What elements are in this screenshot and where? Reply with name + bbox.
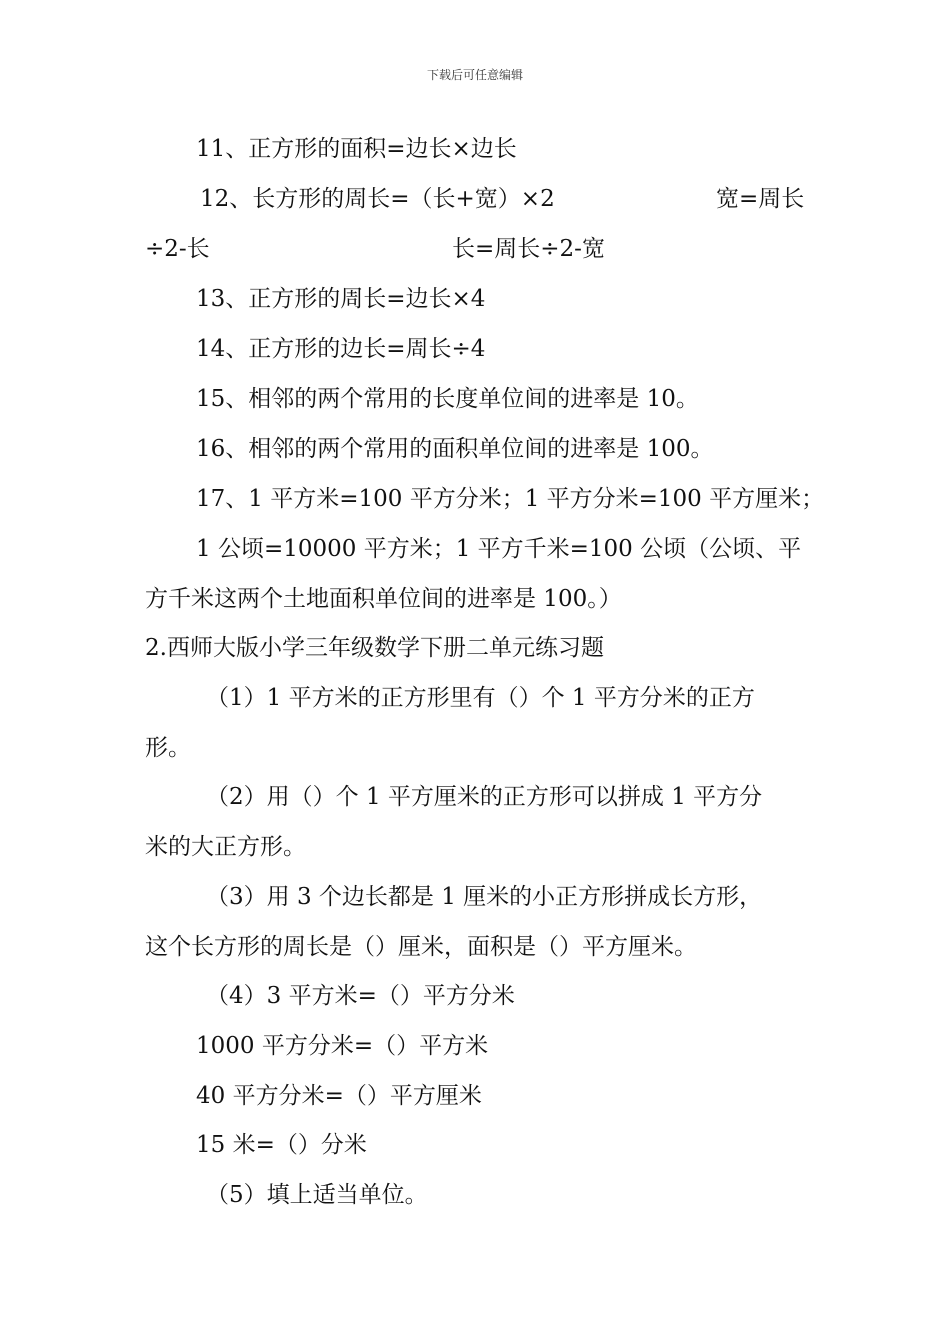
question-4: （4）3 平方米=（）平方分米 [206, 983, 515, 1009]
question-1: （1）1 平方米的正方形里有（）个 1 平方分米的正方 [206, 685, 755, 711]
formula-line-12-width-cont: ÷2-长 [145, 236, 210, 262]
question-5: （5）填上适当单位。 [206, 1182, 428, 1208]
formula-line-12-width: 宽=周长 [716, 186, 805, 212]
question-3: （3）用 3 个边长都是 1 厘米的小正方形拼成长方形， [206, 884, 763, 910]
formula-line-12-length: 长=周长÷2-宽 [452, 236, 605, 262]
formula-line-11: 11、正方形的面积=边长×边长 [196, 136, 517, 162]
question-4-item-2: 1000 平方分米=（）平方米 [196, 1033, 489, 1059]
question-4-item-4: 15 米=（）分米 [196, 1132, 367, 1158]
formula-line-18: 1 公顷=10000 平方米；1 平方千米=100 公顷（公顷、平 [196, 536, 802, 562]
page-header: 下载后可任意编辑 [426, 68, 523, 82]
formula-line-12-perimeter: 12、长方形的周长=（长+宽）×2 [200, 186, 555, 212]
question-2-cont: 米的大正方形。 [145, 834, 306, 860]
question-3-cont: 这个长方形的周长是（）厘米，面积是（）平方厘米。 [145, 934, 697, 960]
formula-line-16: 16、相邻的两个常用的面积单位间的进率是 100。 [196, 436, 714, 462]
formula-line-14: 14、正方形的边长=周长÷4 [196, 336, 486, 362]
section-title: 2.西师大版小学三年级数学下册二单元练习题 [145, 635, 604, 661]
formula-line-13: 13、正方形的周长=边长×4 [196, 286, 486, 312]
question-1-cont: 形。 [145, 735, 191, 761]
question-4-item-3: 40 平方分米=（）平方厘米 [196, 1083, 482, 1109]
formula-line-17: 17、1 平方米=100 平方分米；1 平方分米=100 平方厘米； [196, 486, 825, 512]
formula-line-18-cont: 方千米这两个土地面积单位间的进率是 100。） [145, 586, 622, 612]
formula-line-15: 15、相邻的两个常用的长度单位间的进率是 10。 [196, 386, 699, 412]
question-2: （2）用（）个 1 平方厘米的正方形可以拼成 1 平方分 [206, 784, 763, 810]
